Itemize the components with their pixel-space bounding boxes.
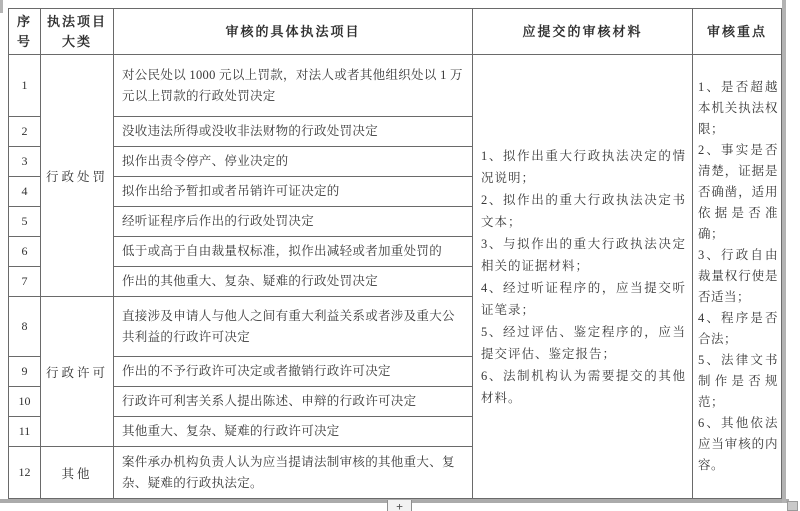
row-no: 12 [9,447,41,499]
row-no: 4 [9,177,41,207]
focus-item: 6、其他依法应当审核的内容。 [698,416,778,472]
row-no: 8 [9,297,41,357]
header-no: 序号 [9,9,41,55]
add-button[interactable]: + [387,500,412,511]
right-scrollbar-edge[interactable] [782,0,786,503]
row-no: 1 [9,55,41,117]
materials-cell [473,55,693,499]
item-cell: 作出的其他重大、复杂、疑难的行政处罚决定 [114,267,473,297]
item-cell: 没收违法所得或没收非法财物的行政处罚决定 [114,117,473,147]
row-no: 11 [9,417,41,447]
header-focus: 审核重点 [693,9,782,55]
category-other: 其他 [41,447,114,499]
scrollbar-fragment [0,0,3,13]
header-item: 审核的具体执法项目 [114,9,473,55]
material-item: 6、法制机构认为需要提交的其他材料。 [481,368,686,405]
focus-item: 1、是否超越本机关执法权限； [698,80,778,136]
material-item: 1、拟作出重大行政执法决定的情况说明； [481,148,686,185]
item-cell: 对公民处以 1000 元以上罚款，对法人或者其他组织处以 1 万元以上罚款的行政处罚决定 [114,55,473,117]
category-license: 行政许可 [41,297,114,447]
item-cell: 直接涉及申请人与他人之间有重大利益关系或者涉及重大公共利益的行政许可决定 [114,297,473,357]
item-cell: 其他重大、复杂、疑难的行政许可决定 [114,417,473,447]
row-no: 6 [9,237,41,267]
item-cell: 低于或高于自由裁量权标准，拟作出减轻或者加重处罚的 [114,237,473,267]
item-cell: 拟作出给予暂扣或者吊销许可证决定的 [114,177,473,207]
header-row [9,9,782,55]
focus-cell [693,55,782,499]
item-cell: 行政许可利害关系人提出陈述、申辩的行政许可决定 [114,387,473,417]
item-cell: 案件承办机构负责人认为应当提请法制审核的其他重大、复杂、疑难的行政执法定。 [114,447,473,499]
table-row [9,55,782,117]
category-penalty: 行政处罚 [41,55,114,297]
review-items-table [8,8,782,499]
focus-item: 5、法律文书制作是否规范； [698,353,778,409]
row-no: 10 [9,387,41,417]
material-item: 2、拟作出的重大行政执法决定书文本； [481,192,686,229]
focus-item: 2、事实是否清楚，证据是否确凿，适用依据是否准确； [698,143,778,241]
row-no: 3 [9,147,41,177]
focus-item: 4、程序是否合法； [698,311,778,346]
row-no: 5 [9,207,41,237]
resize-grip[interactable] [787,501,798,511]
header-materials: 应提交的审核材料 [473,9,693,55]
header-category: 执法项目大类 [41,9,114,55]
focus-item: 3、行政自由裁量权行使是否适当； [698,248,778,304]
material-item: 4、经过听证程序的，应当提交听证笔录； [481,280,686,317]
item-cell: 经听证程序后作出的行政处罚决定 [114,207,473,237]
row-no: 2 [9,117,41,147]
material-item: 5、经过评估、鉴定程序的，应当提交评估、鉴定报告； [481,324,686,361]
row-no: 9 [9,357,41,387]
item-cell: 拟作出责令停产、停业决定的 [114,147,473,177]
material-item: 3、与拟作出的重大行政执法决定相关的证据材料； [481,236,686,273]
item-cell: 作出的不予行政许可决定或者撤销行政许可决定 [114,357,473,387]
row-no: 7 [9,267,41,297]
